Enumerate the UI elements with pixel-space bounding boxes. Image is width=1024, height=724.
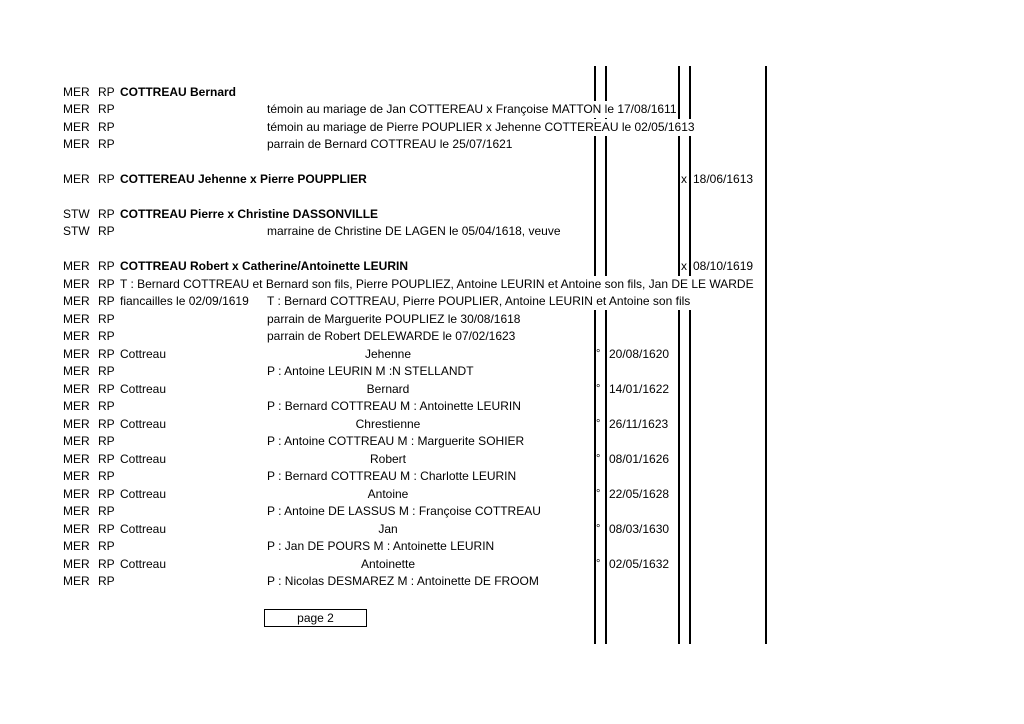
register-code: RP: [98, 487, 115, 501]
birth-date: 14/01/1622: [609, 382, 670, 396]
register-code: RP: [98, 539, 115, 553]
org-code: MER: [63, 417, 90, 431]
record-row: [0, 381, 1024, 398]
birth-date: 02/05/1632: [609, 557, 670, 571]
record-row: [0, 84, 1024, 101]
birth-date: 20/08/1620: [609, 347, 670, 361]
entry-detail: témoin au mariage de Pierre POUPLIER x Jehenne COTTEREAU le 02/05/1613: [267, 120, 695, 134]
org-code: MER: [63, 294, 90, 308]
child-name: Jehenne: [364, 347, 412, 361]
child-name: Bernard: [366, 382, 410, 396]
register-code: RP: [98, 434, 115, 448]
birth-mark: °: [596, 348, 601, 360]
register-code: RP: [98, 504, 115, 518]
entry-detail: parrain de Bernard COTTREAU le 25/07/1621: [267, 137, 513, 151]
record-row: [0, 206, 1024, 223]
record-row: [0, 556, 1024, 573]
register-code: RP: [98, 557, 115, 571]
org-code: MER: [63, 539, 90, 553]
person-name: COTTREAU Pierre x Christine DASSONVILLE: [120, 207, 379, 221]
org-code: MER: [63, 85, 90, 99]
org-code: MER: [63, 469, 90, 483]
birth-mark: °: [596, 558, 601, 570]
org-code: MER: [63, 312, 90, 326]
register-code: RP: [98, 382, 115, 396]
org-code: MER: [63, 364, 90, 378]
marriage-date: 08/10/1619: [693, 259, 754, 273]
entry-note: Cottreau: [120, 382, 167, 396]
birth-date: 26/11/1623: [609, 417, 669, 431]
entry-note: fiancailles le 02/09/1619: [120, 294, 249, 308]
register-code: RP: [98, 277, 115, 291]
org-code: MER: [63, 347, 90, 361]
birth-date: 22/05/1628: [609, 487, 670, 501]
register-code: RP: [98, 452, 115, 466]
org-code: MER: [63, 172, 90, 186]
entry-detail: parrain de Robert DELEWARDE le 07/02/1623: [267, 329, 516, 343]
org-code: MER: [63, 277, 90, 291]
entry-detail: P : Bernard COTTREAU M : Charlotte LEURIN: [267, 469, 517, 483]
entry-note: Cottreau: [120, 487, 167, 501]
entry-detail: P : Antoine COTTREAU M : Marguerite SOHIER: [267, 434, 525, 448]
org-code: STW: [63, 224, 90, 238]
register-code: RP: [98, 120, 115, 134]
record-row: [0, 398, 1024, 415]
org-code: MER: [63, 137, 90, 151]
entry-note: Cottreau: [120, 347, 167, 361]
entry-detail: P : Bernard COTTREAU M : Antoinette LEURIN: [267, 399, 521, 413]
entry-detail: P : Antoine DE LASSUS M : Françoise COTTREAU: [267, 504, 541, 518]
record-row: [0, 119, 1024, 136]
org-code: MER: [63, 120, 90, 134]
record-row: [0, 521, 1024, 538]
birth-mark: °: [596, 453, 601, 465]
marriage-date: 18/06/1613: [693, 172, 754, 186]
register-code: RP: [98, 399, 115, 413]
org-code: MER: [63, 382, 90, 396]
entry-detail: T : Bernard COTTREAU, Pierre POUPLIER, Antoine LEURIN et Antoine son fils: [267, 294, 691, 308]
register-code: RP: [98, 574, 115, 588]
register-code: RP: [98, 137, 115, 151]
record-row: [0, 538, 1024, 555]
record-row: [0, 416, 1024, 433]
record-row: [0, 136, 1024, 153]
birth-mark: °: [596, 383, 601, 395]
child-name: Antoine: [367, 487, 409, 501]
org-code: MER: [63, 452, 90, 466]
register-code: RP: [98, 347, 115, 361]
register-code: RP: [98, 364, 115, 378]
child-name: Robert: [369, 452, 407, 466]
register-code: RP: [98, 417, 115, 431]
child-name: Jan: [378, 522, 398, 536]
entry-note: Cottreau: [120, 417, 167, 431]
record-row: [0, 451, 1024, 468]
entry-note: T : Bernard COTTREAU et Bernard son fils, Pierre POUPLIEZ, Antoine LEURIN et Antoine son fils, Jan DE LE WARDE: [120, 277, 754, 291]
org-code: MER: [63, 399, 90, 413]
register-code: RP: [98, 522, 115, 536]
entry-detail: P : Jan DE POURS M : Antoinette LEURIN: [267, 539, 495, 553]
record-row: [0, 328, 1024, 345]
register-code: RP: [98, 207, 115, 221]
birth-mark: °: [596, 418, 601, 430]
register-code: RP: [98, 259, 115, 273]
entry-detail: P : Nicolas DESMAREZ M : Antoinette DE FROOM: [267, 574, 539, 588]
child-name: Antoinette: [360, 557, 416, 571]
entry-detail: parrain de Marguerite POUPLIEZ le 30/08/1618: [267, 312, 521, 326]
register-code: RP: [98, 172, 115, 186]
record-row: [0, 503, 1024, 520]
register-code: RP: [98, 294, 115, 308]
entry-detail: témoin au mariage de Jan COTTEREAU x Françoise MATTON le 17/08/1611: [267, 102, 677, 116]
marriage-mark: x: [681, 172, 687, 186]
entry-note: Cottreau: [120, 452, 167, 466]
org-code: MER: [63, 557, 90, 571]
record-row: [0, 468, 1024, 485]
entry-detail: P : Antoine LEURIN M :N STELLANDT: [267, 364, 474, 378]
org-code: MER: [63, 434, 90, 448]
register-code: RP: [98, 85, 115, 99]
record-row: [0, 433, 1024, 450]
entry-detail: marraine de Christine DE LAGEN le 05/04/1618, veuve: [267, 224, 561, 238]
entry-note: Cottreau: [120, 557, 167, 571]
org-code: STW: [63, 207, 90, 221]
birth-date: 08/03/1630: [609, 522, 670, 536]
record-row: [0, 573, 1024, 590]
org-code: MER: [63, 504, 90, 518]
record-row: [0, 258, 1024, 275]
birth-mark: °: [596, 523, 601, 535]
org-code: MER: [63, 487, 90, 501]
child-name: Chrestienne: [355, 417, 421, 431]
register-code: RP: [98, 102, 115, 116]
register-code: RP: [98, 469, 115, 483]
record-row: [0, 311, 1024, 328]
register-code: RP: [98, 224, 115, 238]
marriage-mark: x: [681, 259, 687, 273]
register-code: RP: [98, 329, 115, 343]
record-row: [0, 346, 1024, 363]
org-code: MER: [63, 102, 90, 116]
page-number: page 2: [264, 609, 367, 627]
birth-mark: °: [596, 488, 601, 500]
person-name: COTTREAU Robert x Catherine/Antoinette LEURIN: [120, 259, 409, 273]
record-row: [0, 171, 1024, 188]
org-code: MER: [63, 574, 90, 588]
person-name: COTTREAU Bernard: [120, 85, 237, 99]
record-row: [0, 363, 1024, 380]
register-code: RP: [98, 312, 115, 326]
record-row: [0, 223, 1024, 240]
birth-date: 08/01/1626: [609, 452, 670, 466]
record-row: [0, 276, 1024, 293]
org-code: MER: [63, 522, 90, 536]
person-name: COTTEREAU Jehenne x Pierre POUPPLIER: [120, 172, 367, 186]
org-code: MER: [63, 329, 90, 343]
org-code: MER: [63, 259, 90, 273]
record-row: [0, 293, 1024, 310]
entry-note: Cottreau: [120, 522, 167, 536]
record-row: [0, 101, 1024, 118]
record-row: [0, 486, 1024, 503]
